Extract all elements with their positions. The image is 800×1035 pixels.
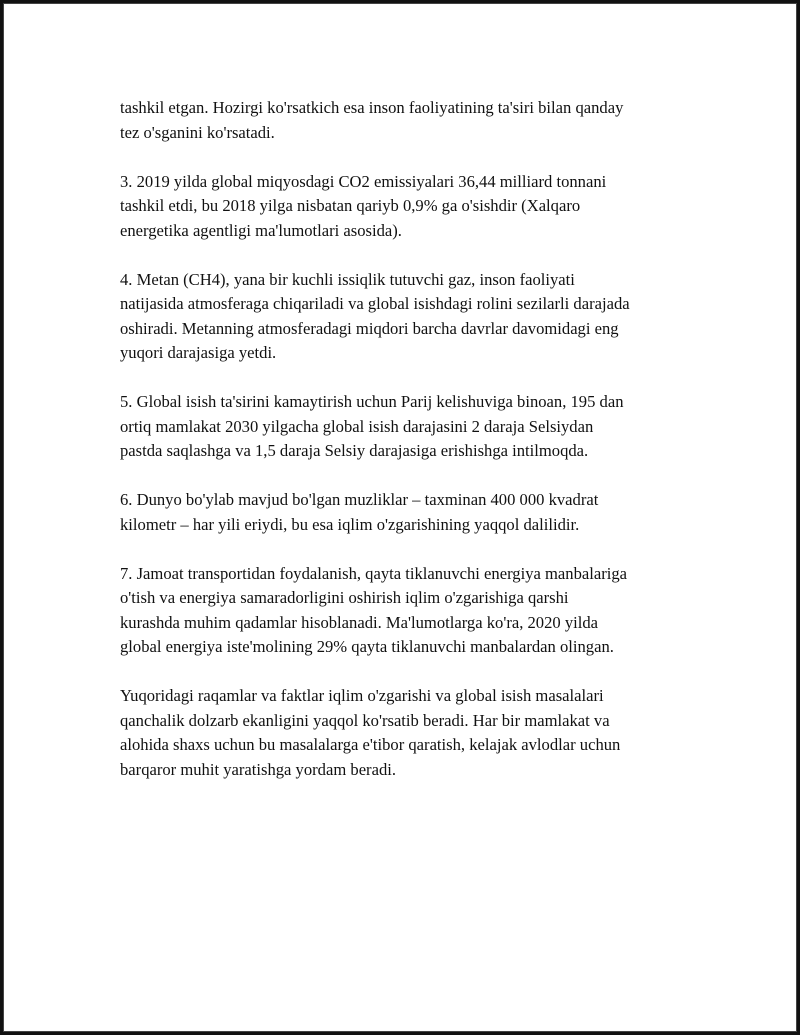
text-line: energetika agentligi ma'lumotlari asosida). [120, 220, 402, 240]
text-line: tez o'sganini ko'rsatadi. [120, 122, 275, 142]
text-line: Yuqoridagi raqamlar va faktlar iqlim o'zgarishi va global isish masalalari [120, 686, 604, 705]
text-line: yuqori darajasiga yetdi. [120, 343, 277, 362]
text-line: kilometr – har yili eriydi, bu esa iqlim o'zgarishining yaqqol dalilidir. [120, 514, 580, 534]
text-line: global energiya iste'molining 29% qayta tiklanuvchi manbalardan olingan. [120, 637, 614, 656]
paragraph-item-4 [120, 268, 690, 366]
paragraph-item-7 [120, 562, 690, 660]
text-line: o'tish va energiya samaradorligini oshirish iqlim o'zgarishiga qarshi [120, 588, 569, 607]
text-line: oshiradi. Metanning atmosferadagi miqdori barcha davrlar davomidagi eng [120, 318, 619, 338]
text-line: kurashda muhim qadamlar hisoblanadi. Ma'lumotlarga ko'ra, 2020 yilda [120, 612, 599, 632]
text-line: qanchalik dolzarb ekanligini yaqqol ko'rsatib beradi. Har bir mamlakat va [120, 710, 610, 730]
text-line: natijasida atmosferaga chiqariladi va global isishdagi rolini sezilarli darajada [120, 294, 630, 313]
text-line: tashkil etgan. Hozirgi ko'rsatkich esa inson faoliyatining ta'siri bilan qanday [120, 98, 624, 117]
text-line: barqaror muhit yaratishga yordam beradi. [120, 759, 397, 779]
text-line: 4. Metan (CH4), yana bir kuchli issiqlik tutuvchi gaz, inson faoliyati [120, 269, 575, 289]
paragraph-item-6 [120, 488, 690, 537]
text-line: alohida shaxs uchun bu masalalarga e'tibor qaratish, kelajak avlodlar uchun [120, 735, 621, 754]
paragraph-item-5 [120, 390, 690, 464]
paragraph-item-3 [120, 170, 690, 244]
text-line: pastda saqlashga va 1,5 daraja Selsiy darajasiga erishishga intilmoqda. [120, 441, 589, 460]
paragraph-continuation [120, 96, 690, 145]
text-line: 5. Global isish ta'sirini kamaytirish uchun Parij kelishuviga binoan, 195 dan [120, 392, 624, 411]
text-line: 7. Jamoat transportidan foydalanish, qayta tiklanuvchi energiya manbalariga [120, 563, 628, 583]
paragraph-conclusion [120, 684, 690, 782]
document-body [120, 96, 690, 807]
text-line: tashkil etdi, bu 2018 yilga nisbatan qariyb 0,9% ga o'sishdir (Xalqaro [120, 196, 581, 215]
text-line: 6. Dunyo bo'ylab mavjud bo'lgan muzliklar – taxminan 400 000 kvadrat [120, 490, 599, 509]
text-line: 3. 2019 yilda global miqyosdagi CO2 emissiyalari 36,44 milliard tonnani [120, 171, 607, 191]
text-line: ortiq mamlakat 2030 yilgacha global isish darajasini 2 daraja Selsiydan [120, 416, 594, 436]
